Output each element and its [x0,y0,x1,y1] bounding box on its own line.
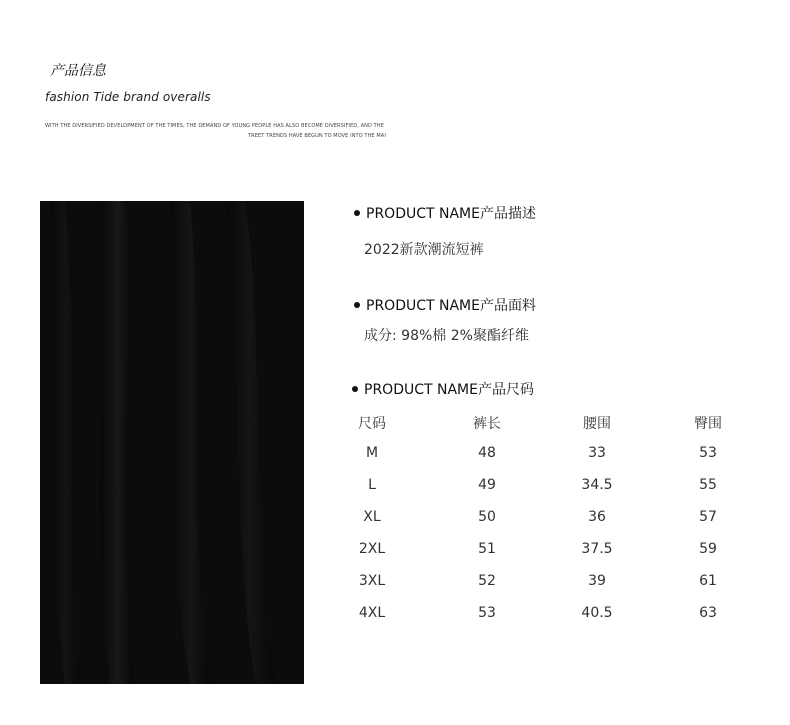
section-heading-description-text: PRODUCT NAME产品描述 [366,206,536,222]
cell-waist: 39 [588,573,606,589]
cell-length: 51 [478,541,496,557]
product-fabric: 成分: 98%棉 2%聚酯纤维 [364,328,529,344]
cell-hip: 59 [699,541,717,557]
header-length: 裤长 [473,416,501,432]
bullet-icon [354,210,360,216]
cell-waist: 33 [588,445,606,461]
cell-waist: 34.5 [581,477,613,493]
bullet-icon [354,302,360,308]
page-title: 产品信息 [50,63,106,79]
fabric-photo [40,201,304,684]
cell-length: 49 [478,477,496,493]
section-heading-size-text: PRODUCT NAME产品尺码 [364,382,534,398]
tagline-line-1: WITH THE DIVERSIFIED DEVELOPMENT OF THE TIMES, THE DEMAND OF YOUNG PEOPLE HAS ALSO BECOME DIVERSIFIED, AND THE [45,123,384,129]
cell-hip: 53 [699,445,717,461]
cell-hip: 57 [699,509,717,525]
cell-size: 2XL [358,541,386,557]
cell-length: 50 [478,509,496,525]
cell-hip: 55 [699,477,717,493]
cell-length: 52 [478,573,496,589]
cell-hip: 63 [699,605,717,621]
header-size: 尺码 [358,416,386,432]
header-waist: 腰围 [583,416,611,432]
product-description: 2022新款潮流短裤 [364,242,484,258]
cell-size: XL [363,509,381,525]
cell-waist: 40.5 [581,605,613,621]
header-hip: 臀围 [694,416,722,432]
section-heading-description [354,203,536,223]
section-heading-fabric [354,295,536,315]
bullet-icon [352,386,358,392]
cell-waist: 37.5 [581,541,613,557]
cell-length: 53 [478,605,496,621]
cell-hip: 61 [699,573,717,589]
cell-size: M [365,445,379,461]
cell-size: 4XL [358,605,386,621]
tagline-line-2: TREET TRENDS HAVE BEGUN TO MOVE INTO THE MAI [248,133,386,139]
cell-size: L [368,477,376,493]
cell-length: 48 [478,445,496,461]
section-heading-fabric-text: PRODUCT NAME产品面料 [366,298,536,314]
cell-waist: 36 [588,509,606,525]
cell-size: 3XL [358,573,386,589]
section-heading-size [352,379,534,399]
page-subtitle: fashion Tide brand overalls [45,90,211,104]
